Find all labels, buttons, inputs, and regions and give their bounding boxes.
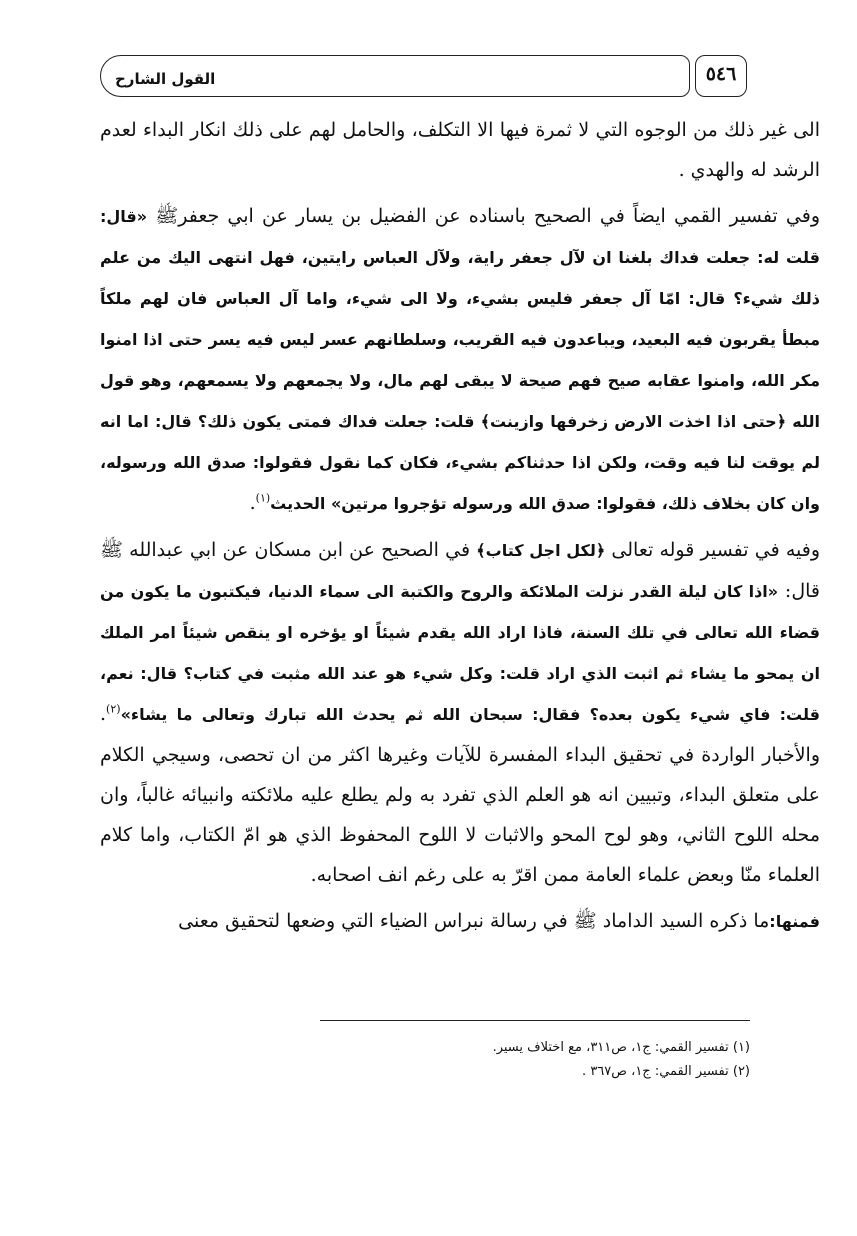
salutation-glyph: ﷺ <box>155 205 179 227</box>
page-number: ٥٤٦ <box>705 63 737 85</box>
footnote-ref-1: (١) <box>255 491 271 505</box>
salutation-glyph: ﷺ <box>573 910 597 932</box>
main-text <box>100 110 820 948</box>
footnotes <box>320 1036 750 1084</box>
running-title-frame <box>100 55 690 97</box>
quranic-verse: ﴿لكل اجل كتاب﴾ <box>476 541 606 560</box>
salutation-glyph: ﷺ <box>100 539 123 561</box>
hadith-quote-2: «اذا كان ليلة القدر نزلت الملائكة والروح والكتبة الى سماء الدنيا، فيكتبون ما يكون من قضاء الله تعالى في تلك السنة، فاذا اراد الله يقدم شيئاً او يؤخره او ينقص شيئاً امر الملك ان يمحو ما يشاء ثم اثبت الذي اراد قلت: وكل شيء هو عند الله مثبت في كتاب؟ قال: نعم، قلت: فاي شيء يكون بعده؟ فقال: سبحان الله ثم يحدث الله تبارك وتعالى ما يشاء» <box>100 582 820 724</box>
paragraph-4-rest: في رسالة نبراس الضياء التي وضعها لتحقيق معنى <box>178 910 568 932</box>
paragraph-4 <box>100 901 820 942</box>
paragraph-3-mid: في الصحيح عن ابن مسكان عن ابي عبدالله <box>129 539 471 561</box>
footnote-ref-2: (٢) <box>106 702 121 716</box>
paragraph-3-rest: . والأخبار الواردة في تحقيق البداء المفسرة للآيات وغيرها اكثر من ان تحصى، وسيجي الكلام على متعلق البداء، وتبيين انه هو العلم الذي تفرد به ولم يطلع عليه ملائكته وانبيائه غالباً، وان محله اللوح الثاني، وهو لوح المحو والاثبات لا اللوح المحفوظ الذي هو امّ الكتاب، واما كلام العلماء منّا وبعض علماء العامة ممن اقرّ به على رغم انف اصحابه. <box>100 703 820 886</box>
paragraph-3 <box>100 530 820 895</box>
paragraph-1 <box>100 110 820 190</box>
page-number-frame <box>695 55 747 97</box>
page-header <box>100 55 737 103</box>
footnote-1: (١) تفسير القمي: ج١، ص٣١١، مع اختلاف يسير. <box>492 1040 750 1055</box>
paragraph-3-intro: وفيه في تفسير قوله تعالى <box>611 539 821 561</box>
paragraph-1-text: الى غير ذلك من الوجوه التي لا ثمرة فيها الا التكلف، والحامل لهم على ذلك انكار البداء لعدم الرشد له والهدي . <box>100 119 820 181</box>
footnote-separator <box>320 1020 750 1021</box>
paragraph-2: وفي تفسير القمي ايضاً في الصحيح باسناده عن الفضيل بن يسار عن ابي جعفرﷺ «قال: قلت له: جعلت فداك بلغنا ان لآل جعفر راية، ولآل العباس رايتين، فهل انتهى اليك من علم ذلك شيء؟ قال: امّا آل جعفر فليس بشيء، ولا الى شيء، واما آل العباس فان لهم ملكاً مبطأ يقربون فيه البعيد، ويباعدون فيه القريب، وسلطانهم عسر ليس فيه يسر حتى اذا امنوا مكر الله، وامنوا عقابه صيح فهم صيحة لا يبقى لهم مال، ولا يجمعهم ولا يسمعهم، وهو قول الله ﴿حتى اذا اخذت الارض زخرفها وازينت﴾ قلت: جعلت فداك فمتى يكون ذلك؟ قال: اما انه لم يوقت لنا فيه وقت، ولكن اذا حدثناكم بشيء، فكان كما نقول فقولوا: صدق الله ورسوله، وان كان بخلاف ذلك، فقولوا: صدق الله ورسوله تؤجروا مرتين» الحديث$^{(١)}$. <box>100 205 820 514</box>
paragraph-4-text: ما ذكره السيد الداماد <box>602 910 770 932</box>
footnote-2: (٢) تفسير القمي: ج١، ص٣٦٧ . <box>582 1064 750 1079</box>
paragraph-3-said: قال: <box>784 580 820 602</box>
paragraph-2-intro: وفي تفسير القمي ايضاً في الصحيح باسناده عن الفضيل بن يسار عن ابي جعفر <box>178 205 820 227</box>
paragraph-4-lead: فمنها: <box>769 912 820 931</box>
book-title: القول الشارح <box>115 70 216 88</box>
hadith-quote-1: «قال: قلت له: جعلت فداك بلغنا ان لآل جعفر راية، ولآل العباس رايتين، فهل انتهى اليك من علم ذلك شيء؟ قال: امّا آل جعفر فليس بشيء، ولا الى شيء، واما آل العباس فان لهم ملكاً مبطأ يقربون فيه البعيد، ويباعدون فيه القريب، وسلطانهم عسر ليس فيه يسر حتى اذا امنوا مكر الله، وامنوا عقابه صيح فهم صيحة لا يبقى لهم مال، ولا يجمعهم ولا يسمعهم، وهو قول الله ﴿حتى اذا اخذت الارض زخرفها وازينت﴾ قلت: جعلت فداك فمتى يكون ذلك؟ قال: اما انه لم يوقت لنا فيه وقت، ولكن اذا حدثناكم بشيء، فكان كما نقول فقولوا: صدق الله ورسوله، وان كان بخلاف ذلك، فقولوا: صدق الله ورسوله تؤجروا مرتين» الحديث <box>100 207 820 513</box>
